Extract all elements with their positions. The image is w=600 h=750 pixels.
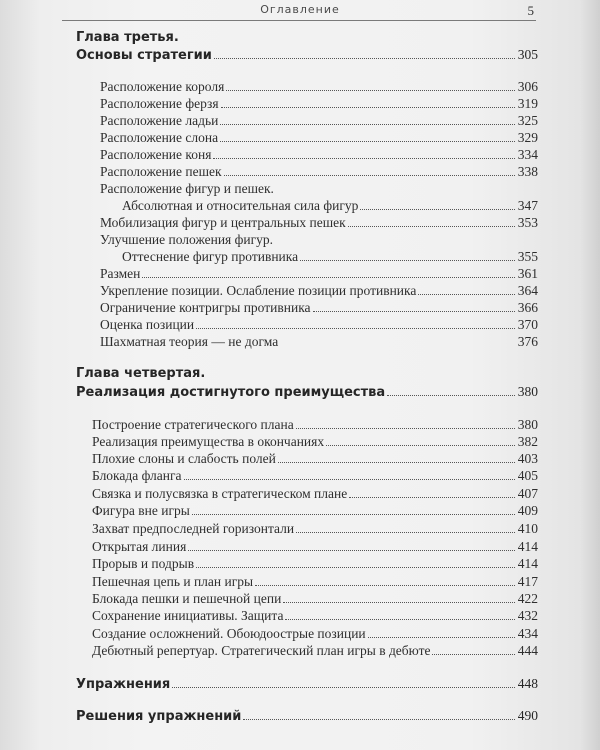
header-rule bbox=[62, 20, 536, 21]
section-page: 366 bbox=[517, 300, 538, 315]
section-title: Создание осложнений. Обоюдоострые позиции bbox=[92, 626, 366, 641]
section-title: Открытая линия bbox=[92, 539, 187, 554]
section-page: 329 bbox=[517, 130, 538, 145]
section-title: Мобилизация фигур и центральных пешек bbox=[100, 215, 346, 230]
section-title: Ограничение контригры противника bbox=[100, 300, 311, 315]
section-page: 417 bbox=[517, 574, 538, 589]
section-page: 347 bbox=[517, 198, 538, 213]
dot-leader bbox=[368, 637, 515, 638]
dot-leader bbox=[387, 395, 515, 396]
section-page: 407 bbox=[517, 486, 538, 501]
section-page: 409 bbox=[517, 503, 538, 518]
chapter4-page: 380 bbox=[517, 384, 538, 399]
toc-entry[interactable] bbox=[100, 317, 538, 333]
toc-entry[interactable] bbox=[92, 643, 538, 659]
dot-leader bbox=[326, 445, 515, 446]
toc-entry[interactable] bbox=[92, 626, 538, 642]
section-title: Расположение слона bbox=[100, 130, 219, 145]
section-page: 306 bbox=[517, 79, 538, 94]
section-page: 353 bbox=[517, 215, 538, 230]
chapter3-title: Основы стратегии bbox=[76, 48, 212, 63]
section-page: 364 bbox=[517, 283, 538, 298]
section-page: 361 bbox=[517, 266, 538, 281]
toc-entry-chapter4[interactable] bbox=[76, 384, 538, 400]
section-title: Расположение пешек bbox=[100, 164, 222, 179]
toc-entry[interactable] bbox=[122, 249, 538, 265]
toc-entry[interactable] bbox=[92, 539, 538, 555]
section-title: Расположение короля bbox=[100, 79, 225, 94]
dot-leader bbox=[278, 462, 515, 463]
toc-entry[interactable] bbox=[100, 79, 538, 95]
section-title: Расположение ладьи bbox=[100, 113, 219, 128]
section-title: Сохранение инициативы. Защита bbox=[92, 608, 284, 623]
section-page: 432 bbox=[517, 608, 538, 623]
section-page: 355 bbox=[517, 249, 538, 264]
dot-leader bbox=[196, 328, 515, 329]
section-page: 370 bbox=[517, 317, 538, 332]
dot-leader bbox=[221, 107, 515, 108]
toc-entry[interactable] bbox=[100, 164, 538, 180]
dot-leader bbox=[285, 619, 514, 620]
section-title: Размен bbox=[100, 266, 141, 281]
toc-entry[interactable] bbox=[100, 96, 538, 112]
toc-entry[interactable] bbox=[100, 147, 538, 163]
exercises-title: Упражнения bbox=[76, 677, 171, 692]
dot-leader bbox=[196, 567, 515, 568]
toc-entry-chapter3[interactable] bbox=[76, 47, 538, 63]
section-title-line1: Расположение фигур и пешек. bbox=[100, 181, 274, 196]
dot-leader bbox=[213, 158, 514, 159]
section-title-line2: Абсолютная и относительная сила фигур bbox=[122, 198, 359, 213]
dot-leader bbox=[226, 90, 514, 91]
section-title: Блокада фланга bbox=[92, 468, 182, 483]
toc-entry[interactable] bbox=[100, 334, 538, 350]
section-page: 414 bbox=[517, 556, 538, 571]
solutions-title: Решения упражнений bbox=[76, 709, 242, 724]
toc-entry[interactable] bbox=[92, 608, 538, 624]
dot-leader bbox=[214, 58, 515, 59]
toc-entry[interactable] bbox=[92, 451, 538, 467]
section-title: Шахматная теория — не догма bbox=[100, 334, 279, 349]
section-title-line1: Улучшение положения фигур. bbox=[100, 232, 274, 247]
toc-entry[interactable] bbox=[92, 468, 538, 484]
toc-entry[interactable] bbox=[92, 417, 538, 433]
section-page: 334 bbox=[517, 147, 538, 162]
toc-entry[interactable] bbox=[92, 521, 538, 537]
header-page-number: 5 bbox=[527, 3, 534, 18]
dot-leader bbox=[296, 532, 515, 533]
section-title: Плохие слоны и слабость полей bbox=[92, 451, 276, 466]
toc-entry[interactable] bbox=[100, 113, 538, 129]
dot-leader bbox=[243, 719, 514, 720]
section-page: 434 bbox=[517, 626, 538, 641]
dot-leader bbox=[432, 654, 514, 655]
section-page: 410 bbox=[517, 521, 538, 536]
toc-entry[interactable] bbox=[100, 215, 538, 231]
section-page: 376 bbox=[517, 334, 538, 349]
section-title: Укрепление позиции. Ослабление позиции противника bbox=[100, 283, 417, 298]
section-title: Дебютный репертуар. Стратегический план игры в дебюте bbox=[92, 643, 431, 658]
running-header bbox=[0, 0, 600, 20]
section-page: 414 bbox=[517, 539, 538, 554]
dot-leader bbox=[360, 209, 514, 210]
dot-leader bbox=[283, 602, 514, 603]
toc-entry[interactable] bbox=[122, 198, 538, 214]
section-title: Расположение коня bbox=[100, 147, 212, 162]
section-title: Прорыв и подрыв bbox=[92, 556, 195, 571]
section-title: Связка и полусвязка в стратегическом плане bbox=[92, 486, 348, 501]
section-page: 338 bbox=[517, 164, 538, 179]
section-title: Реализация преимущества в окончаниях bbox=[92, 434, 325, 449]
section-title: Оценка позиции bbox=[100, 317, 195, 332]
section-page: 444 bbox=[517, 643, 538, 658]
section-title: Захват предпоследней горизонтали bbox=[92, 521, 295, 536]
dot-leader bbox=[184, 479, 515, 480]
section-title: Построение стратегического плана bbox=[92, 417, 294, 432]
dot-leader bbox=[313, 311, 515, 312]
section-page: 319 bbox=[517, 96, 538, 111]
dot-leader bbox=[349, 497, 515, 498]
dot-leader bbox=[255, 585, 515, 586]
toc-entry[interactable] bbox=[92, 591, 538, 607]
chapter3-label: Глава третья. bbox=[76, 30, 179, 45]
section-page: 403 bbox=[517, 451, 538, 466]
dot-leader bbox=[220, 124, 514, 125]
dot-leader bbox=[224, 175, 515, 176]
section-page: 382 bbox=[517, 434, 538, 449]
toc-entry[interactable] bbox=[92, 503, 538, 519]
toc-entry[interactable] bbox=[100, 300, 538, 316]
dot-leader bbox=[188, 550, 514, 551]
dot-leader bbox=[348, 226, 515, 227]
dot-leader bbox=[172, 687, 514, 688]
header-title: Оглавление bbox=[260, 3, 340, 16]
section-title: Расположение ферзя bbox=[100, 96, 219, 111]
chapter4-label: Глава четвертая. bbox=[76, 366, 206, 381]
toc-entry[interactable] bbox=[92, 434, 538, 450]
solutions-page: 490 bbox=[517, 708, 538, 723]
chapter4-title: Реализация достигнутого преимущества bbox=[76, 385, 386, 400]
section-title: Блокада пешки и пешечной цепи bbox=[92, 591, 282, 606]
chapter3-page: 305 bbox=[517, 47, 538, 62]
dot-leader bbox=[300, 260, 515, 261]
dot-leader bbox=[280, 345, 515, 346]
dot-leader bbox=[296, 428, 515, 429]
section-page: 380 bbox=[517, 417, 538, 432]
exercises-page: 448 bbox=[517, 676, 538, 691]
section-title: Фигура вне игры bbox=[92, 503, 190, 518]
dot-leader bbox=[142, 277, 514, 278]
dot-leader bbox=[418, 294, 514, 295]
dot-leader bbox=[220, 141, 515, 142]
dot-leader bbox=[192, 514, 515, 515]
section-page: 325 bbox=[517, 113, 538, 128]
toc-entry[interactable] bbox=[92, 574, 538, 590]
toc-entry[interactable] bbox=[100, 130, 538, 146]
toc-entry-exercises[interactable] bbox=[76, 676, 538, 692]
toc-entry-solutions[interactable] bbox=[76, 708, 538, 724]
section-title-line2: Оттеснение фигур противника bbox=[122, 249, 299, 264]
section-page: 405 bbox=[517, 468, 538, 483]
toc-entry[interactable] bbox=[100, 266, 538, 282]
toc-entry[interactable] bbox=[100, 283, 538, 299]
toc-entry[interactable] bbox=[92, 556, 538, 572]
toc-entry[interactable] bbox=[92, 486, 538, 502]
section-page: 422 bbox=[517, 591, 538, 606]
section-title: Пешечная цепь и план игры bbox=[92, 574, 254, 589]
